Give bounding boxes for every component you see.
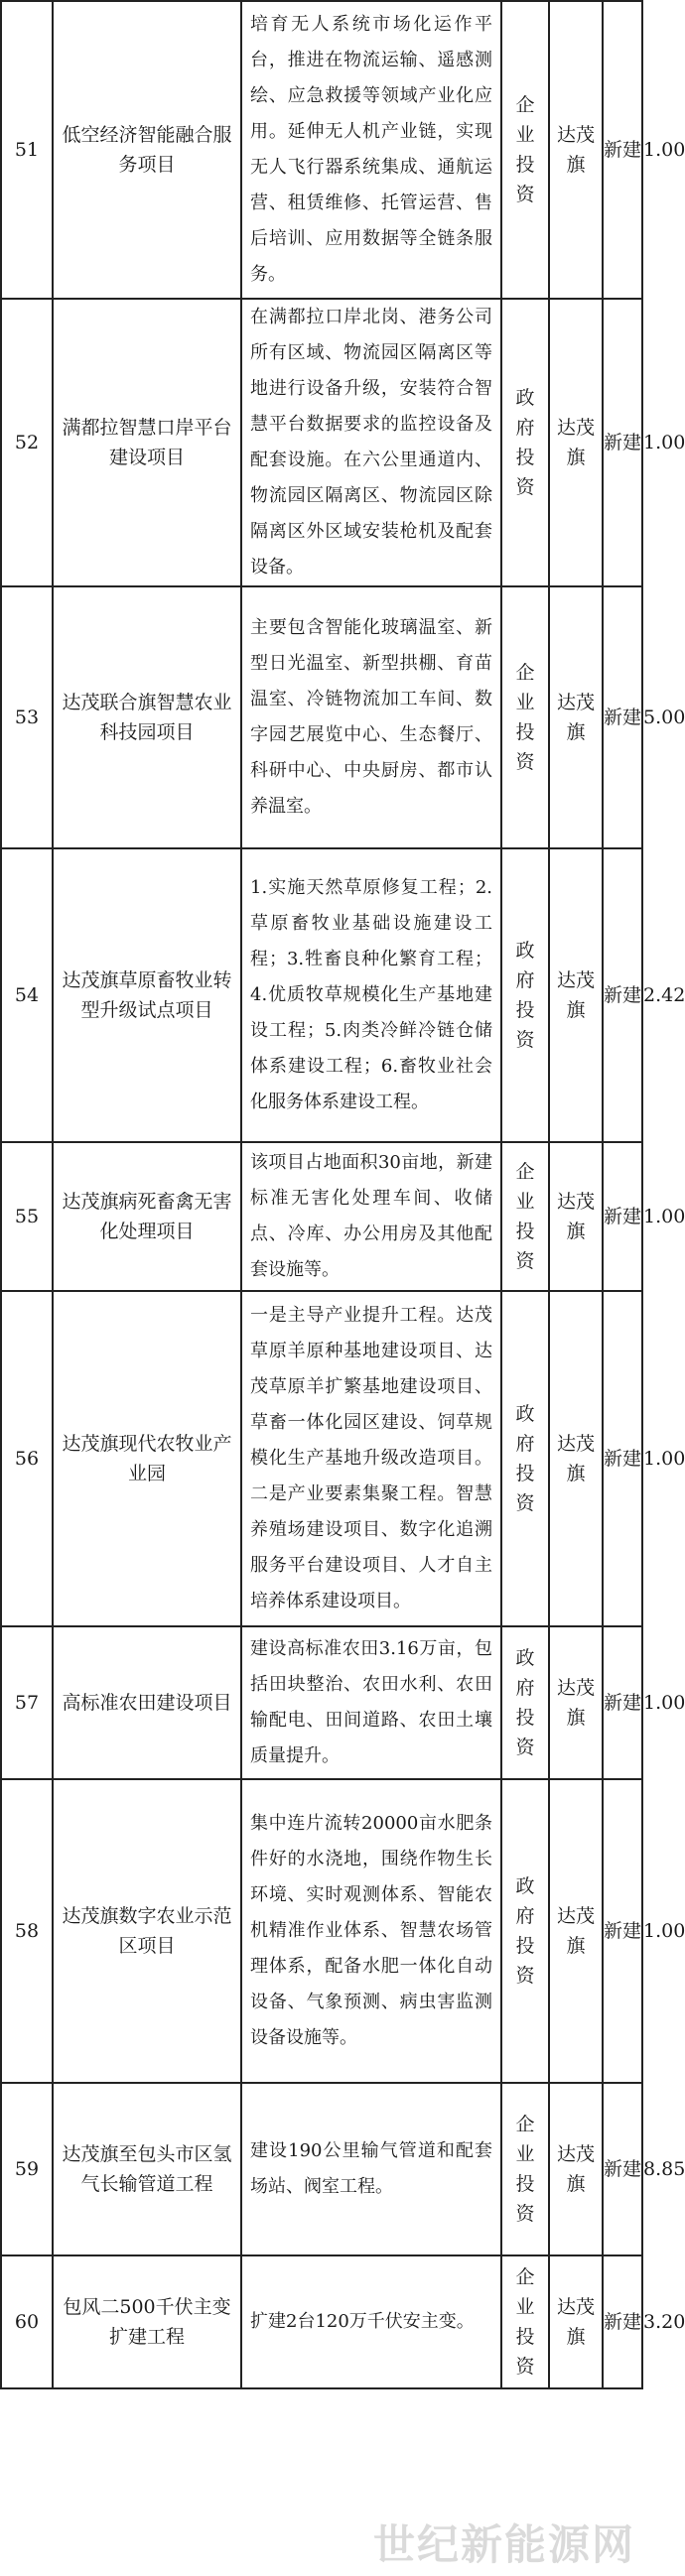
project-location: 达茂旗 [549, 2083, 603, 2255]
project-name: 低空经济智能融合服务项目 [53, 1, 241, 299]
project-content: 集中连片流转20000亩水肥条件好的水浇地，围绕作物生长环境、实时观测体系、智能农机精准作业体系、智慧农场管理体系，配备水肥一体化自动设备、气象预测、病虫害监测设备设施等。 [241, 1779, 501, 2083]
project-location: 达茂旗 [549, 1142, 603, 1291]
project-number: 56 [1, 1291, 53, 1626]
construction-type: 新建 [603, 2083, 642, 2255]
project-content: 扩建2台120万千伏安主变。 [241, 2255, 501, 2388]
table-row: 57 高标准农田建设项目 建设高标准农田3.16万亩，包括田块整治、农田水利、农田输配电、田间道路、农田土壤质量提升。 政府投资 达茂旗 新建 1.00 [1, 1626, 642, 1779]
watermark-logo: 世纪新能源网 [372, 2520, 635, 2569]
construction-type: 新建 [603, 1779, 642, 2083]
project-number: 58 [1, 1779, 53, 2083]
table-row: 53 达茂联合旗智慧农业科技园项目 主要包含智能化玻璃温室、新型日光温室、新型拱棚、育苗温室、冷链物流加工车间、数字园艺展览中心、生态餐厅、科研中心、中央厨房、都市认养温室。 企业投资 达茂旗 新建 5.00 [1, 586, 642, 848]
project-location: 达茂旗 [549, 848, 603, 1142]
project-location: 达茂旗 [549, 299, 603, 586]
construction-type: 新建 [603, 299, 642, 586]
investment-type: 政府投资 [501, 848, 549, 1142]
investment-type: 政府投资 [501, 1779, 549, 2083]
table-row: 60 包风二500千伏主变扩建工程 扩建2台120万千伏安主变。 企业投资 达茂旗 新建 3.20 [1, 2255, 642, 2388]
project-name: 达茂旗现代农牧业产业园 [53, 1291, 241, 1626]
project-name: 包风二500千伏主变扩建工程 [53, 2255, 241, 2388]
project-name: 达茂旗草原畜牧业转型升级试点项目 [53, 848, 241, 1142]
investment-type: 企业投资 [501, 586, 549, 848]
project-name: 达茂联合旗智慧农业科技园项目 [53, 586, 241, 848]
investment-type: 企业投资 [501, 1, 549, 299]
project-location: 达茂旗 [549, 2255, 603, 2388]
project-content: 培育无人系统市场化运作平台，推进在物流运输、遥感测绘、应急救援等领域产业化应用。延伸无人机产业链，实现无人飞行器系统集成、通航运营、租赁维修、托管运营、售后培训、应用数据等全链条服务。 [241, 1, 501, 299]
investment-type: 企业投资 [501, 2255, 549, 2388]
table-row: 52 满都拉智慧口岸平台建设项目 在满都拉口岸北岗、港务公司所有区域、物流园区隔离区等地进行设备升级，安装符合智慧平台数据要求的监控设备及配套设施。在六公里通道内、物流园区隔离区、物流园区除隔离区外区域安装枪机及配套设备。 政府投资 达茂旗 新建 1.00 [1, 299, 642, 586]
project-content: 在满都拉口岸北岗、港务公司所有区域、物流园区隔离区等地进行设备升级，安装符合智慧平台数据要求的监控设备及配套设施。在六公里通道内、物流园区隔离区、物流园区除隔离区外区域安装枪机及配套设备。 [241, 299, 501, 586]
project-name: 达茂旗数字农业示范区项目 [53, 1779, 241, 2083]
project-number: 55 [1, 1142, 53, 1291]
project-name: 高标准农田建设项目 [53, 1626, 241, 1779]
project-name: 满都拉智慧口岸平台建设项目 [53, 299, 241, 586]
investment-type: 企业投资 [501, 2083, 549, 2255]
project-location: 达茂旗 [549, 1779, 603, 2083]
table-row: 55 达茂旗病死畜禽无害化处理项目 该项目占地面积30亩地，新建标准无害化处理车间、收储点、冷库、办公用房及其他配套设施等。 企业投资 达茂旗 新建 1.00 [1, 1142, 642, 1291]
table-row: 56 达茂旗现代农牧业产业园 一是主导产业提升工程。达茂草原羊原种基地建设项目、达茂草原羊扩繁基地建设项目、草畜一体化园区建设、饲草规模化生产基地升级改造项目。二是产业要素集聚工程。智慧养殖场建设项目、数字化追溯服务平台建设项目、人才自主培养体系建设项目。 政府投资 达茂旗 新建 1.00 [1, 1291, 642, 1626]
investment-type: 政府投资 [501, 1626, 549, 1779]
construction-type: 新建 [603, 1, 642, 299]
investment-type: 企业投资 [501, 1142, 549, 1291]
table-row: 59 达茂旗至包头市区氢气长输管道工程 建设190公里输气管道和配套场站、阀室工程。 企业投资 达茂旗 新建 8.85 [1, 2083, 642, 2255]
table-row: 58 达茂旗数字农业示范区项目 集中连片流转20000亩水肥条件好的水浇地，围绕作物生长环境、实时观测体系、智能农机精准作业体系、智慧农场管理体系，配备水肥一体化自动设备、气象预测、病虫害监测设备设施等。 政府投资 达茂旗 新建 1.00 [1, 1779, 642, 2083]
project-content: 一是主导产业提升工程。达茂草原羊原种基地建设项目、达茂草原羊扩繁基地建设项目、草畜一体化园区建设、饲草规模化生产基地升级改造项目。二是产业要素集聚工程。智慧养殖场建设项目、数字化追溯服务平台建设项目、人才自主培养体系建设项目。 [241, 1291, 501, 1626]
project-location: 达茂旗 [549, 1, 603, 299]
project-number: 52 [1, 299, 53, 586]
construction-type: 新建 [603, 586, 642, 848]
project-content: 建设高标准农田3.16万亩，包括田块整治、农田水利、农田输配电、田间道路、农田土壤质量提升。 [241, 1626, 501, 1779]
project-number: 59 [1, 2083, 53, 2255]
project-name: 达茂旗病死畜禽无害化处理项目 [53, 1142, 241, 1291]
project-location: 达茂旗 [549, 586, 603, 848]
project-number: 57 [1, 1626, 53, 1779]
investment-type: 政府投资 [501, 1291, 549, 1626]
construction-type: 新建 [603, 2255, 642, 2388]
construction-type: 新建 [603, 1626, 642, 1779]
project-location: 达茂旗 [549, 1291, 603, 1626]
project-number: 54 [1, 848, 53, 1142]
project-content: 建设190公里输气管道和配套场站、阀室工程。 [241, 2083, 501, 2255]
project-name: 达茂旗至包头市区氢气长输管道工程 [53, 2083, 241, 2255]
construction-type: 新建 [603, 848, 642, 1142]
investment-type: 政府投资 [501, 299, 549, 586]
project-number: 53 [1, 586, 53, 848]
project-location: 达茂旗 [549, 1626, 603, 1779]
project-content: 主要包含智能化玻璃温室、新型日光温室、新型拱棚、育苗温室、冷链物流加工车间、数字园艺展览中心、生态餐厅、科研中心、中央厨房、都市认养温室。 [241, 586, 501, 848]
construction-type: 新建 [603, 1142, 642, 1291]
project-number: 60 [1, 2255, 53, 2388]
project-content: 该项目占地面积30亩地，新建标准无害化处理车间、收储点、冷库、办公用房及其他配套设施等。 [241, 1142, 501, 1291]
project-number: 51 [1, 1, 53, 299]
project-content: 1.实施天然草原修复工程；2.草原畜牧业基础设施建设工程；3.牲畜良种化繁育工程；4.优质牧草规模化生产基地建设工程；5.肉类冷鲜冷链仓储体系建设工程；6.畜牧业社会化服务体系建设工程。 [241, 848, 501, 1142]
construction-type: 新建 [603, 1291, 642, 1626]
table-row: 51 低空经济智能融合服务项目 培育无人系统市场化运作平台，推进在物流运输、遥感测绘、应急救援等领域产业化应用。延伸无人机产业链，实现无人飞行器系统集成、通航运营、租赁维修、托管运营、售后培训、应用数据等全链条服务。 企业投资 达茂旗 新建 1.00 [1, 1, 642, 299]
table-row: 54 达茂旗草原畜牧业转型升级试点项目 1.实施天然草原修复工程；2.草原畜牧业基础设施建设工程；3.牲畜良种化繁育工程；4.优质牧草规模化生产基地建设工程；5.肉类冷鲜冷链仓储体系建设工程；6.畜牧业社会化服务体系建设工程。 政府投资 达茂旗 新建 2.42 [1, 848, 642, 1142]
